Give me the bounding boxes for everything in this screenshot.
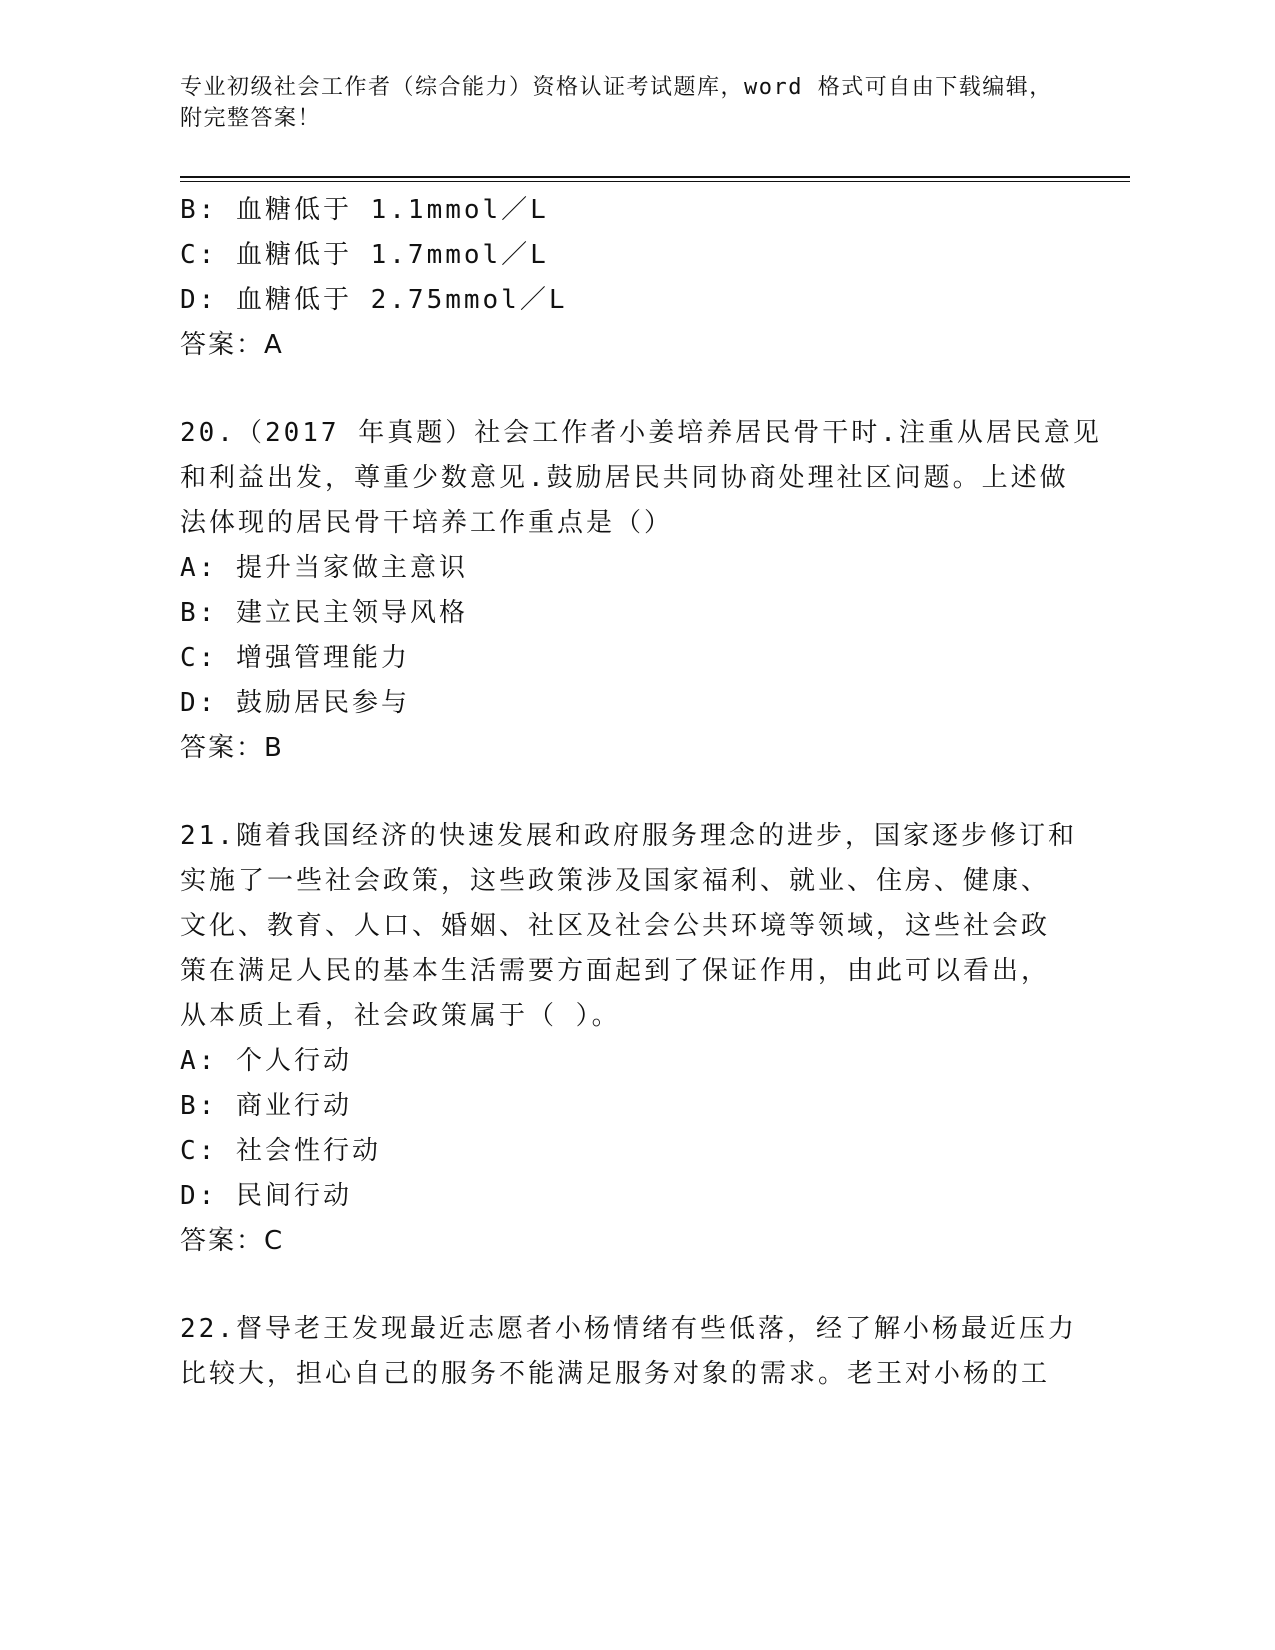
option-c: C: 血糖低于 1.7mmol／L [180,240,549,270]
question-text-line: 策在满足人民的基本生活需要方面起到了保证作用，由此可以看出， [180,956,1051,986]
option-d: D: 血糖低于 2.75mmol／L [180,285,568,315]
question-21 [180,814,1077,1264]
option-b: B: 商业行动 [180,1091,352,1121]
document-body [180,188,1102,1397]
option-a: A: 个人行动 [180,1046,352,1076]
header-rule-thick [180,176,1130,178]
question-text-line: 从本质上看，社会政策属于（ ）。 [180,1001,621,1031]
option-a: A: 提升当家做主意识 [180,553,468,583]
question-text-line: 法体现的居民骨干培养工作重点是（） [180,508,674,538]
option-d: D: 鼓励居民参与 [180,688,410,718]
answer: 答案：B [180,733,284,763]
header-rule-thin [180,181,1130,182]
question-text-line: 和利益出发，尊重少数意见.鼓励居民共同协商处理社区问题。上述做 [180,463,1069,493]
question-20 [180,411,1102,771]
answer: 答案：C [180,1226,285,1256]
answer: 答案：A [180,330,284,360]
option-b: B: 建立民主领导风格 [180,598,468,628]
question-text-line: 20.（2017 年真题）社会工作者小姜培养居民骨干时.注重从居民意见 [180,418,1102,448]
option-b: B: 血糖低于 1.1mmol／L [180,195,549,225]
question-text-line: 实施了一些社会政策，这些政策涉及国家福利、就业、住房、健康、 [180,866,1051,896]
question-text-line: 比较大，担心自己的服务不能满足服务对象的需求。老王对小杨的工 [180,1359,1051,1389]
question-text-line: 22.督导老王发现最近志愿者小杨情绪有些低落，经了解小杨最近压力 [180,1314,1077,1344]
option-c: C: 增强管理能力 [180,643,410,673]
question-text-line: 21.随着我国经济的快速发展和政府服务理念的进步，国家逐步修订和 [180,821,1077,851]
option-d: D: 民间行动 [180,1181,352,1211]
page-header: 专业初级社会工作者（综合能力）资格认证考试题库，word 格式可自由下载编辑，附完整答案！ [180,75,1053,131]
question-22 [180,1307,1077,1397]
option-c: C: 社会性行动 [180,1136,381,1166]
question-text-line: 文化、教育、人口、婚姻、社区及社会公共环境等领域，这些社会政 [180,911,1051,941]
